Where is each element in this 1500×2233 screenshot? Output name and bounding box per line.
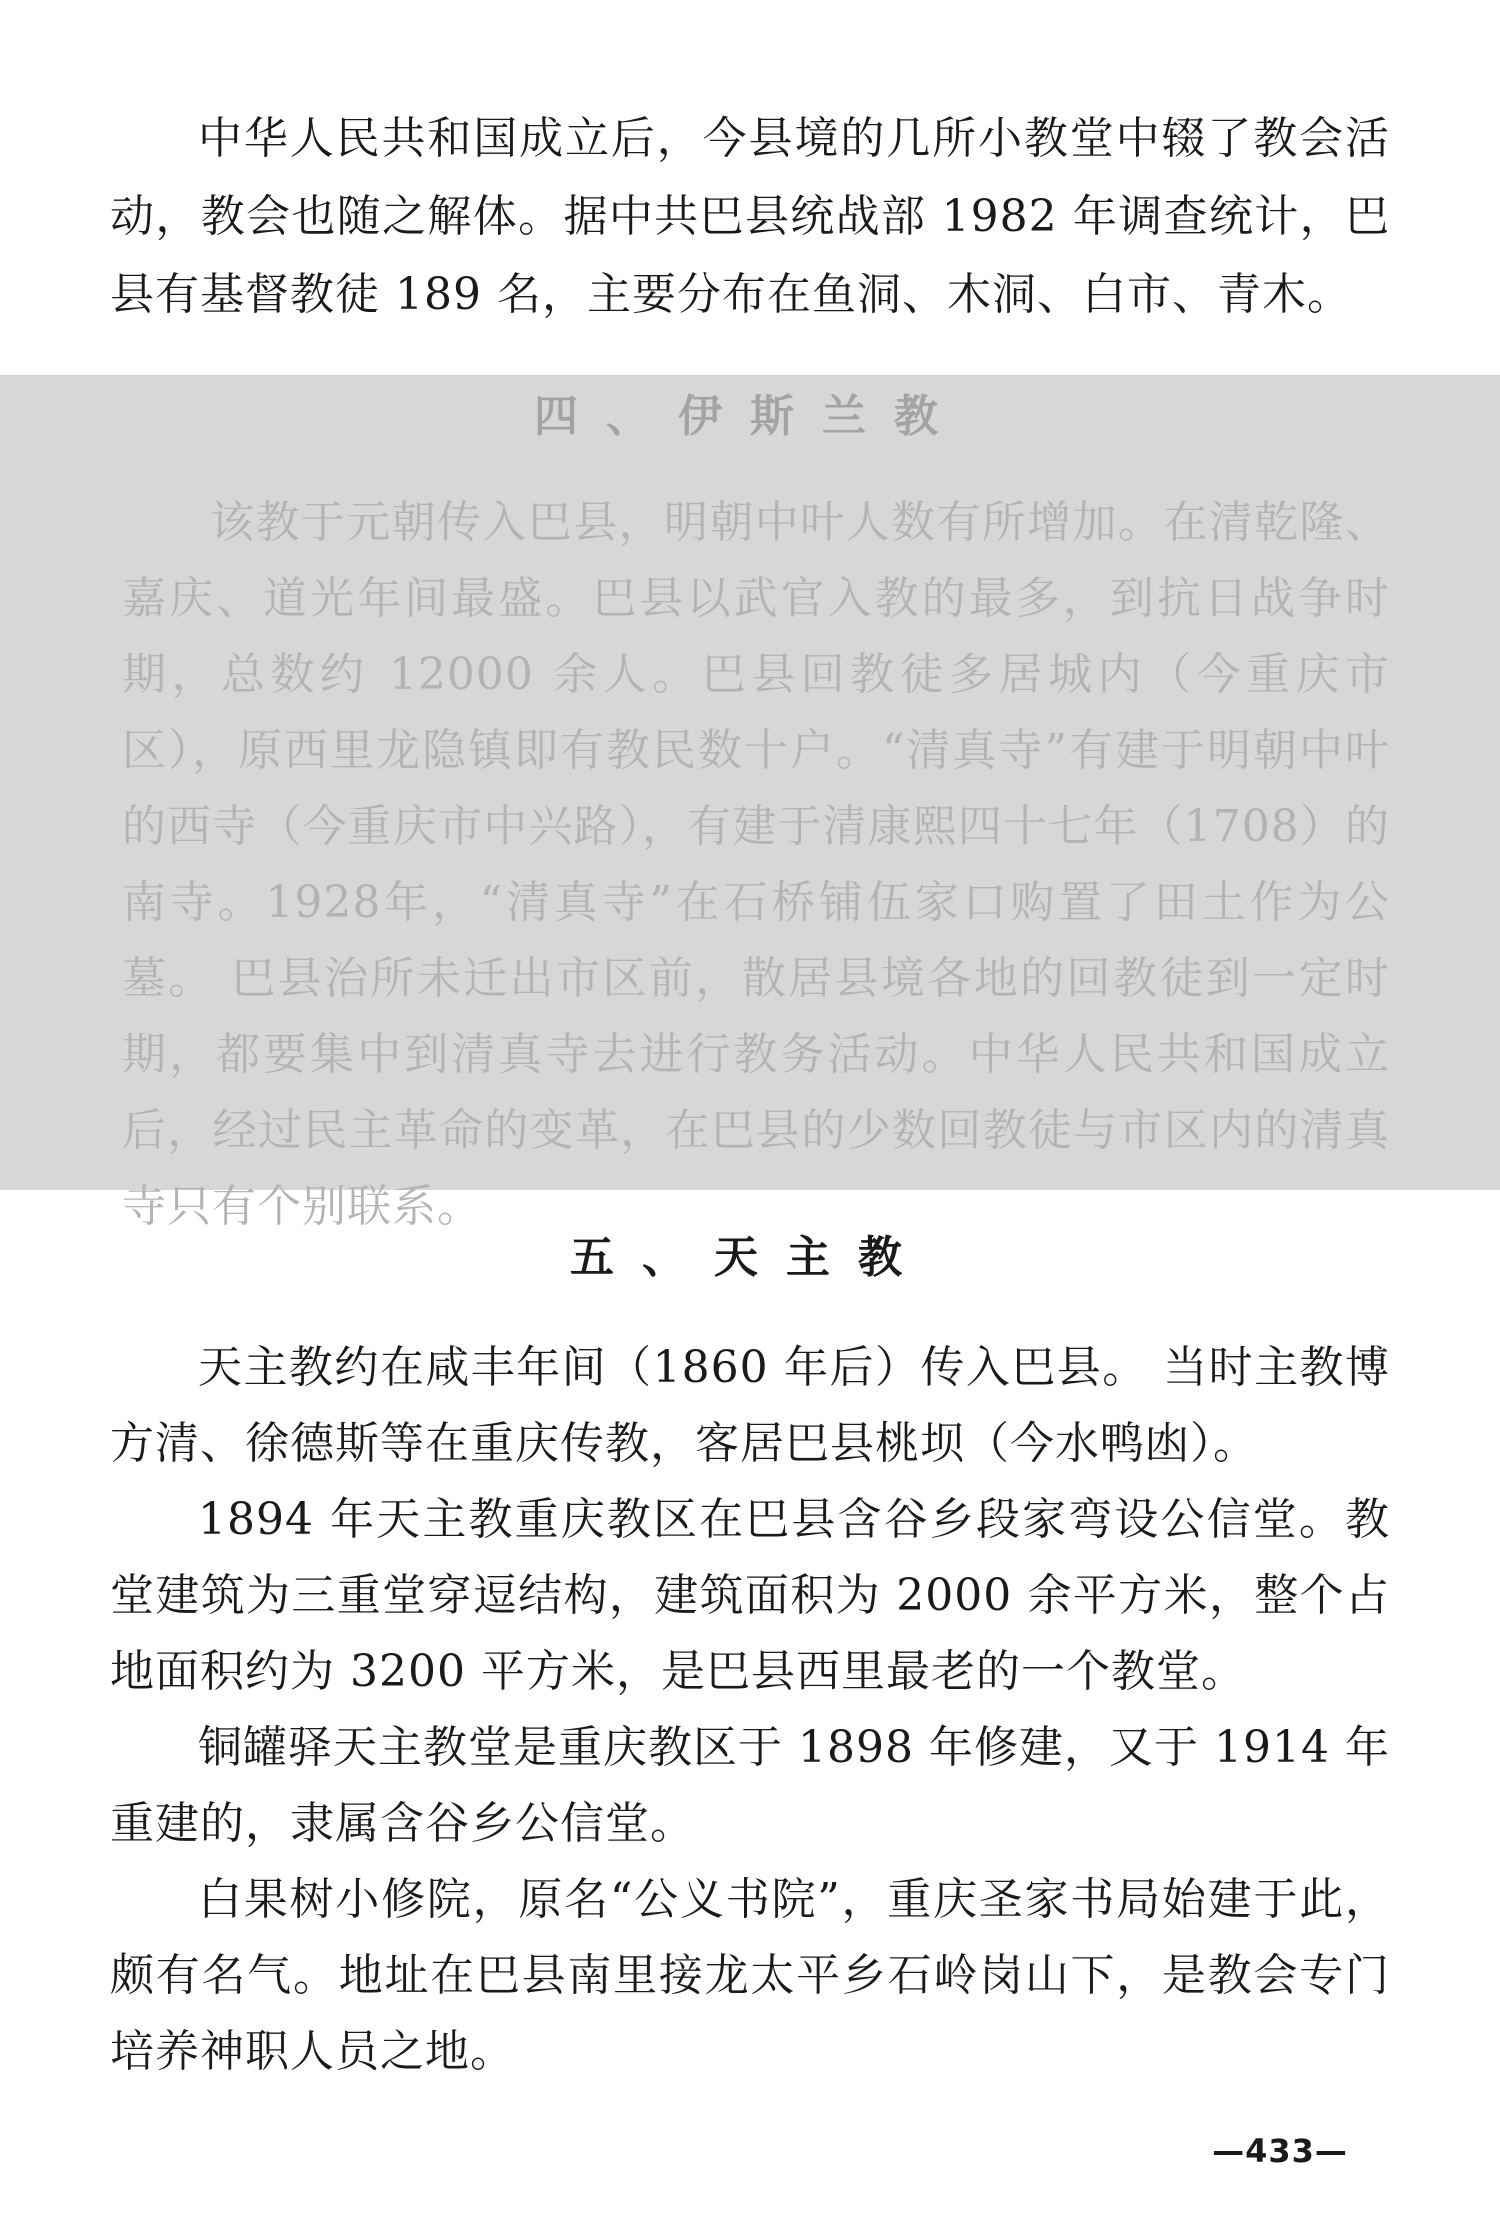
catholic-paragraph-2: 1894 年天主教重庆教区在巴县含谷乡段家弯设公信堂。教堂建筑为三重堂穿逗结构，建筑面积为 2000 余平方米，整个占地面积约为 3200 平方米，是巴县西里最老的一个教堂。 — [110, 1494, 1390, 1697]
intro-paragraph: 中华人民共和国成立后，今县境的几所小教堂中辍了教会活动，教会也随之解体。据中共巴县统战部 1982 年调查统计，巴县有基督教徒 189 名，主要分布在鱼洞、木洞、白市、青木。 — [110, 113, 1390, 320]
catholic-section — [110, 1330, 1390, 2090]
islam-body — [122, 485, 1390, 1245]
islam-heading: 四、伊斯兰教 — [534, 391, 966, 442]
catholic-paragraph-1: 天主教约在咸丰年间（1860 年后）传入巴县。 当时主教博方清、徐德斯等在重庆传教，客居巴县桃坝（今水鸭凼）。 — [110, 1342, 1390, 1469]
islam-section — [0, 375, 1500, 1232]
page-number: —433— — [1212, 2132, 1348, 2170]
catholic-heading: 五、天主教 — [570, 1232, 930, 1283]
islam-paragraph: 该教于元朝传入巴县，明朝中叶人数有所增加。在清乾隆、嘉庆、道光年间最盛。巴县以武官入教的最多，到抗日战争时期，总数约 12000 余人。巴县回教徒多居城内（今重庆市区），原西里龙隐镇即有教民数十户。“清真寺”有建于明朝中叶的西寺（今重庆市中兴路），有建于清康熙四十七年（1708）的南寺。1928年，“清真寺”在石桥铺伍家口购置了田土作为公墓。 巴县治所未迁出市区前，散居县境各地的回教徒到一定时期，都要集中到清真寺去进行教务活动。中华人民共和国成立后，经过民主革命的变革，在巴县的少数回教徒与市区内的清真寺只有个别联系。 — [122, 497, 1390, 1232]
intro-section — [110, 100, 1390, 334]
catholic-paragraph-4: 白果树小修院，原名“公义书院”，重庆圣家书局始建于此，颇有名气。地址在巴县南里接龙太平乡石岭岗山下，是教会专门培养神职人员之地。 — [110, 1874, 1390, 2077]
catholic-paragraph-3: 铜罐驿天主教堂是重庆教区于 1898 年修建，又于 1914 年重建的，隶属含谷乡公信堂。 — [110, 1722, 1390, 1849]
